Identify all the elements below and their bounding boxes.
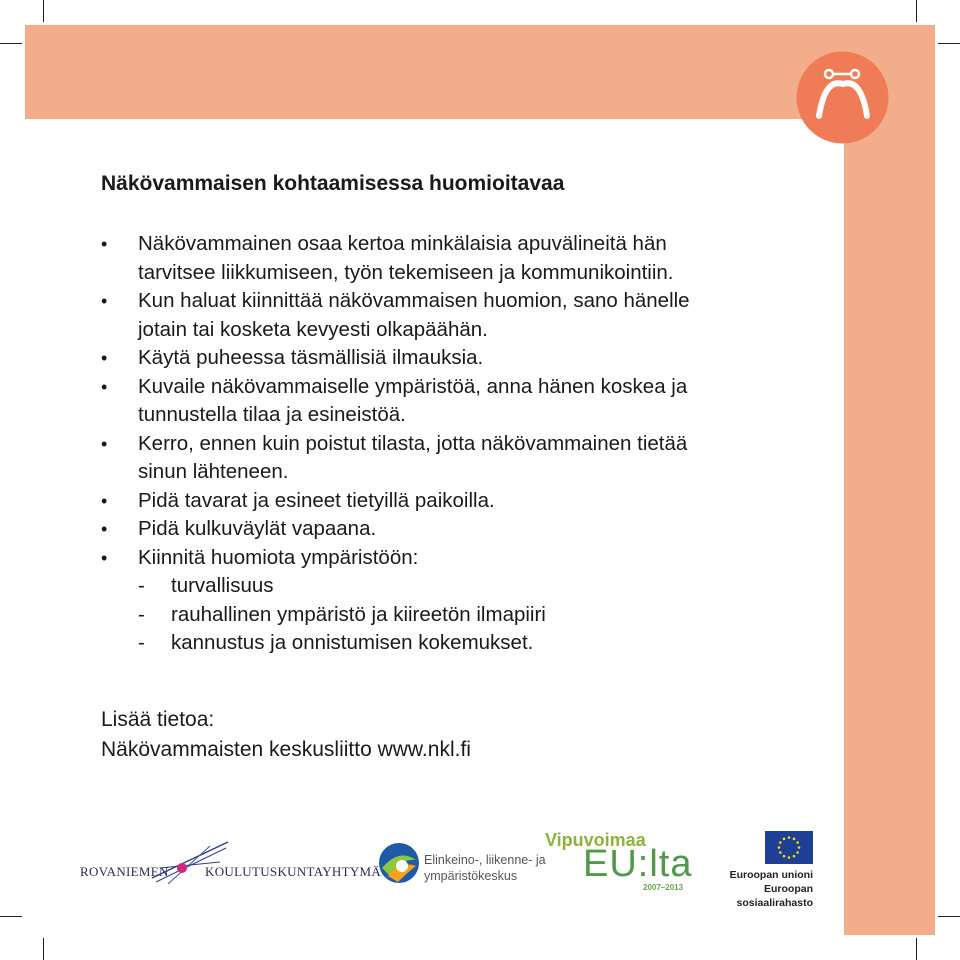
ely-line1: Elinkeino-, liikenne- ja — [424, 853, 546, 867]
sub-list-item-text: kannustus ja onnistumisen kokemukset. — [171, 631, 534, 654]
sub-list-item-text: rauhallinen ympäristö ja kiireetön ilmapiiri — [171, 602, 546, 626]
eu-line1: Euroopan unioni — [729, 869, 813, 881]
rkk-right-text: KOULUTUSKUNTAYHTYMÄ — [205, 864, 382, 879]
list-item-line: Kun haluat kiinnittää näkövammaisen huomion, sano hänelle — [138, 289, 690, 312]
eu-star-icon — [778, 846, 781, 849]
bullet-marker: • — [101, 291, 108, 311]
list-item-line: jotain tai kosketa kevyesti olkapäähän. — [138, 317, 488, 341]
crop-mark — [43, 0, 44, 22]
list-item-line: Kuvaile näkövammaiselle ympäristöä, anna hänen koskea ja — [138, 374, 688, 398]
sub-list-item-text: turvallisuus — [171, 574, 274, 597]
eu-star-icon — [793, 838, 796, 841]
bullet-marker: • — [101, 547, 108, 568]
eu-star-icon — [798, 846, 801, 849]
crop-mark — [916, 0, 917, 22]
list-item-line: tarvitsee liikkumiseen, työn tekemiseen ja kommunikointiin. — [138, 260, 674, 284]
list-item-line: Käytä puheessa täsmällisiä ilmauksia. — [138, 346, 484, 369]
ely-icon — [378, 842, 420, 884]
crop-mark — [938, 43, 960, 44]
bullet-marker: • — [101, 519, 108, 539]
list-item-line: Kerro, ennen kuin poistut tilasta, jotta näkövammainen tietää — [138, 431, 688, 455]
bullet-marker: • — [101, 433, 108, 454]
crop-mark — [43, 938, 44, 960]
list-item-line: tunnustella tilaa ja esineistöä. — [138, 403, 406, 426]
eu-star-icon — [788, 836, 791, 839]
crop-mark — [0, 43, 22, 44]
more-info — [101, 705, 471, 765]
right-color-band — [844, 25, 935, 935]
eu-text — [707, 868, 813, 910]
dash-marker: - — [138, 574, 145, 597]
ely-text — [424, 852, 546, 884]
eu-line2: Euroopan sosiaalirahasto — [736, 883, 813, 909]
sub-list-item — [101, 601, 821, 630]
dash-marker: - — [138, 631, 145, 654]
sub-list-item — [101, 572, 821, 601]
eu-star-icon — [779, 841, 782, 844]
list-item — [101, 430, 821, 487]
more-info-label: Lisää tietoa: — [101, 708, 215, 731]
sub-list-item — [101, 629, 821, 658]
list-item-line: Pidä kulkuväylät vapaana. — [138, 517, 377, 540]
bullet-marker: • — [101, 348, 108, 368]
eu-star-icon — [783, 838, 786, 841]
bullet-marker: • — [101, 234, 108, 254]
list-item-line: Kiinnitä huomiota ympäristöön: — [138, 545, 419, 569]
list-item — [101, 287, 821, 344]
list-item — [101, 515, 821, 544]
list-item — [101, 544, 821, 573]
page-title: Näkövammaisen kohtaamisessa huomioitavaa — [101, 172, 565, 195]
list-item — [101, 373, 821, 430]
emblem-icon — [795, 50, 890, 145]
bullet-marker: • — [101, 490, 108, 511]
eu-star-icon — [796, 841, 799, 844]
list-item — [101, 344, 821, 373]
list-item-line: Näkövammainen osaa kertoa minkälaisia apuvälineitä hän — [138, 232, 667, 255]
bullet-list — [101, 230, 821, 658]
vipu-main: EU:lta — [583, 843, 693, 885]
eu-star-icon — [788, 856, 791, 859]
eu-star-icon — [793, 855, 796, 858]
eu-star-icon — [779, 851, 782, 854]
emblem-circle — [797, 52, 889, 144]
bullet-marker: • — [101, 376, 108, 397]
list-item — [101, 487, 821, 516]
ely-line2: ympäristökeskus — [424, 869, 518, 883]
eu-star-icon — [796, 851, 799, 854]
crop-mark — [916, 938, 917, 960]
rkk-left-text: ROVANIEMEN — [80, 864, 169, 879]
crop-mark — [938, 916, 960, 917]
vipu-years: 2007–2013 — [643, 883, 684, 892]
crop-mark — [0, 916, 22, 917]
list-item-line: Pidä tavarat ja esineet tietyillä paikoilla. — [138, 488, 495, 512]
eu-flag-icon — [765, 831, 813, 864]
eu-star-icon — [783, 855, 786, 858]
list-item — [101, 230, 821, 287]
dash-marker: - — [138, 602, 145, 626]
list-item-line: sinun lähteneen. — [138, 460, 289, 483]
more-info-link[interactable]: Näkövammaisten keskusliitto www.nkl.fi — [101, 738, 471, 761]
vipu-title: Vipuvoimaa — [545, 830, 646, 850]
